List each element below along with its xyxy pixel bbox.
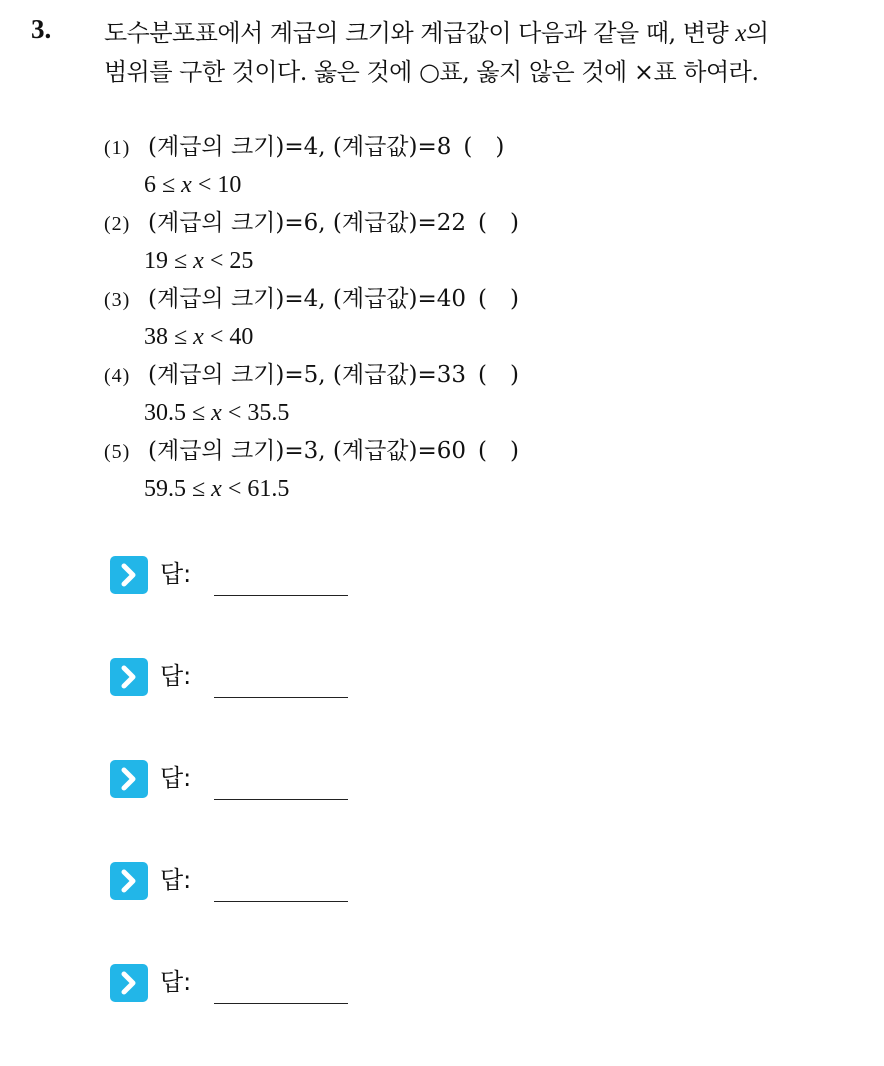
answer-blank[interactable]: ( ) [478,286,519,312]
answer-blank[interactable]: ( ) [463,134,505,160]
sub-question-number: (1) [104,137,131,159]
sub-question-range: 6 ≤ x < 10 [144,172,242,198]
answer-label: 답: [160,764,192,792]
answer-input-line[interactable] [214,697,348,698]
question-number: 3. [31,14,52,44]
chevron-right-icon [110,862,148,900]
statement-line-1: 도수분포표에서 계급의 크기와 계급값이 다음과 같을 때, 변량 x의 [104,19,769,47]
chevron-right-icon [110,760,148,798]
sub-question-range: 59.5 ≤ x < 61.5 [144,476,290,502]
answer-label: 답: [160,968,192,996]
sub-question-condition: (계급의 크기)=3, (계급값)=60 [148,438,467,464]
sub-question-number: (3) [104,289,131,311]
sub-question-number: (5) [104,441,131,463]
sub-question-range: 38 ≤ x < 40 [144,324,254,350]
sub-question-condition: (계급의 크기)=4, (계급값)=8 [148,134,452,160]
answer-label: 답: [160,560,192,588]
chevron-right-icon [110,964,148,1002]
question-statement [104,14,874,91]
sub-question-5 [104,432,519,508]
sub-question-range: 30.5 ≤ x < 35.5 [144,400,290,426]
answer-input-line[interactable] [214,1003,348,1004]
answer-label: 답: [160,866,192,894]
answer-input-line[interactable] [214,799,348,800]
sub-question-range: 19 ≤ x < 25 [144,248,254,274]
answer-label: 답: [160,662,192,690]
sub-question-3 [104,280,519,356]
sub-question-list [104,128,519,508]
answer-input-line[interactable] [214,595,348,596]
answer-input-line[interactable] [214,901,348,902]
answer-blank[interactable]: ( ) [478,438,519,464]
statement-line-2: 범위를 구한 것이다. 옳은 것에 ○표, 옳지 않은 것에 ×표 하여라. [104,58,759,86]
answer-blank[interactable]: ( ) [478,362,519,388]
sub-question-1 [104,128,519,204]
sub-question-number: (4) [104,365,131,387]
sub-question-condition: (계급의 크기)=4, (계급값)=40 [148,286,467,312]
chevron-right-icon [110,658,148,696]
variable-x: x [735,20,746,47]
sub-question-number: (2) [104,213,131,235]
sub-question-2 [104,204,519,280]
answer-blank[interactable]: ( ) [478,210,519,236]
sub-question-4 [104,356,519,432]
sub-question-condition: (계급의 크기)=5, (계급값)=33 [148,362,467,388]
sub-question-condition: (계급의 크기)=6, (계급값)=22 [148,210,467,236]
chevron-right-icon [110,556,148,594]
